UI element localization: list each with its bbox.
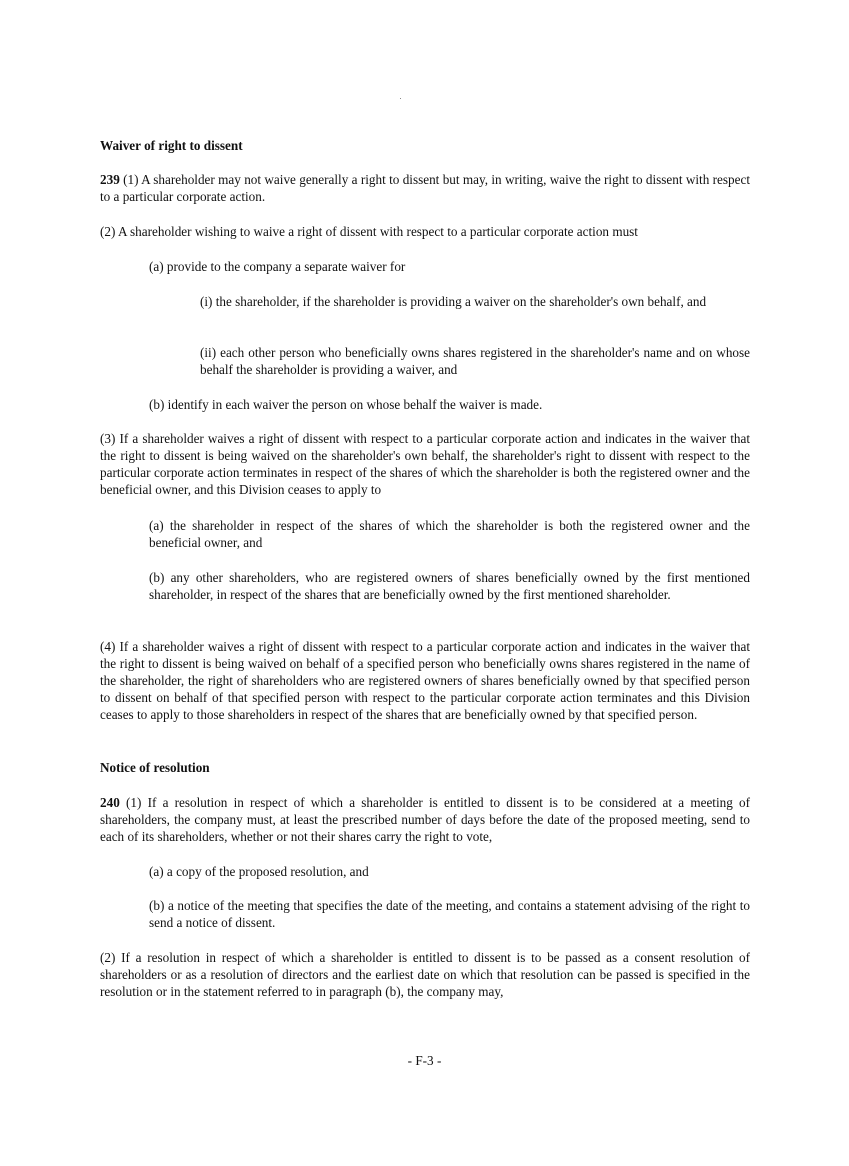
s239-3-a: (a) the shareholder in respect of the shares of which the shareholder is both the registered owner and the beneficial owner, and <box>149 518 750 550</box>
s240-subsection-1 <box>100 794 750 845</box>
s240-p1-text: (1) If a resolution in respect of which a shareholder is entitled to dissent is to be considered at a meeting of shareholders, the company must, at least the prescribed number of days before the date of the proposed meeting, send to each of its shareholders, whether or not their shares carry the right to vote, <box>100 795 750 844</box>
section-heading-239: Waiver of right to dissent <box>100 138 243 153</box>
s239-2-b: (b) identify in each waiver the person on whose behalf the waiver is made. <box>149 397 543 412</box>
s239-2-a-i: (i) the shareholder, if the shareholder is providing a waiver on the shareholder's own behalf, and <box>200 294 707 309</box>
section-number-240: 240 <box>100 795 120 810</box>
s239-subsection-1 <box>100 171 750 205</box>
s239-subsection-2: (2) A shareholder wishing to waive a right of dissent with respect to a particular corporate action must <box>100 224 638 239</box>
s239-subsection-4: (4) If a shareholder waives a right of dissent with respect to a particular corporate action and indicates in the waiver that the right to dissent is being waived on behalf of a specified person who beneficially owns shares registered in the name of the shareholder, the right of shareholders who are registered owners of shares beneficially owned by that specified person to dissent on behalf of that specified person with respect to the particular corporate action terminates and this Division ceases to apply to those shareholders in respect of the shares that are beneficially owned by that specified person. <box>100 639 750 722</box>
s239-subsection-3: (3) If a shareholder waives a right of dissent with respect to a particular corporate action and indicates in the waiver that the right to dissent is being waived on the shareholder's own behalf, the shareholder's right to dissent with respect to the particular corporate action terminates in respect of the shares of which the shareholder is both the registered owner and the beneficial owner, and this Division ceases to apply to <box>100 431 750 497</box>
s239-2-a-ii: (ii) each other person who beneficially owns shares registered in the shareholder's name and on whose behalf the shareholder is providing a waiver, and <box>200 345 750 377</box>
scan-speck <box>400 98 401 99</box>
page-number-footer: - F-3 - <box>407 1053 442 1068</box>
s239-2-a: (a) provide to the company a separate waiver for <box>149 259 406 274</box>
section-heading-240: Notice of resolution <box>100 760 210 775</box>
s239-p1-text: (1) A shareholder may not waive generally a right to dissent but may, in writing, waive the right to dissent with respect to a particular corporate action. <box>100 172 751 204</box>
s240-1-b: (b) a notice of the meeting that specifies the date of the meeting, and contains a statement advising of the right to send a notice of dissent. <box>149 898 750 930</box>
s240-1-a: (a) a copy of the proposed resolution, and <box>149 864 369 879</box>
section-number-239: 239 <box>100 172 120 187</box>
s240-subsection-2: (2) If a resolution in respect of which a shareholder is entitled to dissent is to be passed as a consent resolution of shareholders or as a resolution of directors and the earliest date on which that resolution can be passed is specified in the resolution or in the statement referred to in paragraph (b), the company may, <box>100 950 750 999</box>
s239-3-b: (b) any other shareholders, who are registered owners of shares beneficially owned by the first mentioned shareholder, in respect of the shares that are beneficially owned by the first mentioned shareholder. <box>149 570 750 602</box>
